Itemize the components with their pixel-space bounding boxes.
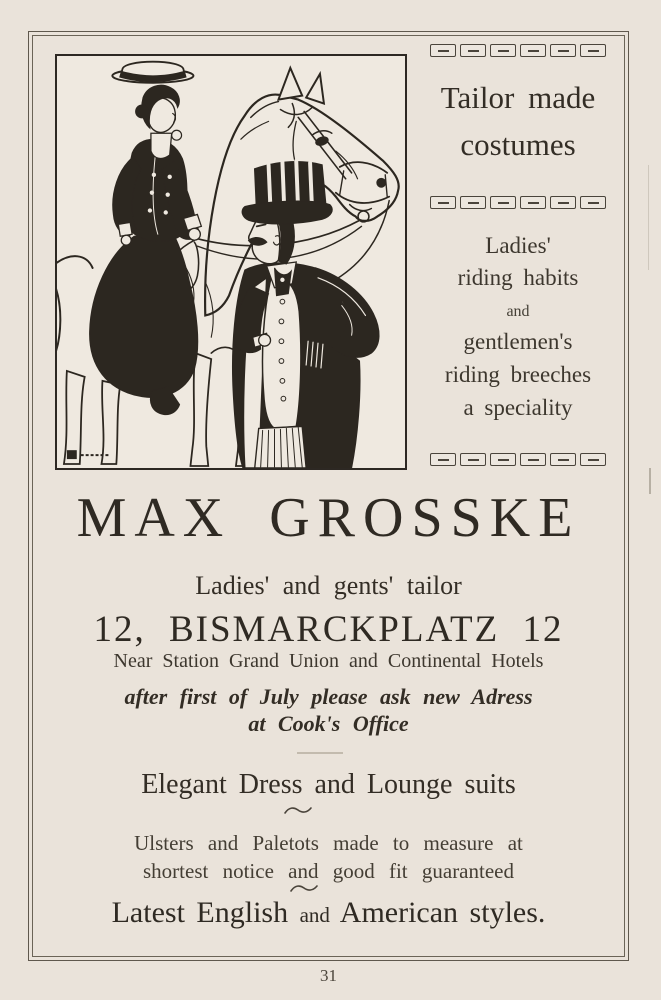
services-line3: and bbox=[506, 303, 530, 320]
ornament-dash-row-top bbox=[410, 44, 626, 57]
services-line4: gentlemen's bbox=[463, 329, 573, 354]
dash-box-icon bbox=[550, 44, 576, 57]
top-hat-brim bbox=[242, 201, 332, 224]
woman-collar bbox=[151, 133, 172, 158]
business-subtitle: Ladies' and gents' tailor bbox=[195, 571, 462, 600]
dash-box-icon bbox=[460, 44, 486, 57]
dash-box-icon bbox=[490, 196, 516, 209]
cravat-pin bbox=[280, 278, 284, 282]
services-line2: riding habits bbox=[457, 265, 579, 290]
dash-box-icon bbox=[580, 196, 606, 209]
dash-box-icon bbox=[550, 196, 576, 209]
scan-artifact-line bbox=[648, 165, 649, 270]
dash-box-icon bbox=[490, 453, 516, 466]
offer-secondary-line2: shortest notice and good fit guaranteed bbox=[143, 859, 514, 883]
squiggle-ornament bbox=[283, 806, 313, 816]
dash-box-icon bbox=[490, 44, 516, 57]
offer-styles-part1: Latest English bbox=[111, 896, 289, 929]
dash-box-icon bbox=[520, 453, 546, 466]
tagline-line2: costumes bbox=[460, 127, 576, 162]
lapel-flower bbox=[172, 130, 182, 140]
offer-styles-part2: American styles. bbox=[339, 896, 546, 929]
relocation-notice-line1: after first of July please ask new Adress bbox=[124, 684, 533, 709]
offer-styles bbox=[28, 896, 629, 930]
riding-illustration bbox=[57, 56, 405, 468]
dash-box-icon bbox=[460, 196, 486, 209]
dash-box-icon bbox=[550, 453, 576, 466]
dash-box-icon bbox=[580, 453, 606, 466]
relocation-notice-line2: at Cook's Office bbox=[248, 711, 409, 736]
offer-primary: Elegant Dress and Lounge suits bbox=[141, 769, 516, 800]
tagline-line1: Tailor made bbox=[440, 80, 596, 115]
address-note: Near Station Grand Union and Continental Hotels bbox=[113, 650, 544, 672]
divider-rule bbox=[297, 752, 343, 754]
offer-styles-and: and bbox=[299, 903, 330, 927]
ornament-dash-row-bottom bbox=[410, 453, 626, 466]
dash-box-icon bbox=[520, 44, 546, 57]
dash-box-icon bbox=[580, 44, 606, 57]
man-hand bbox=[259, 334, 271, 346]
dash-box-icon bbox=[460, 453, 486, 466]
offer-secondary-line1: Ulsters and Paletots made to measure at bbox=[134, 831, 523, 855]
business-name: MAX GROSSKE bbox=[76, 487, 581, 549]
ornament-dash-row-middle bbox=[410, 196, 626, 209]
page-number: 31 bbox=[320, 966, 337, 985]
services-line6: a speciality bbox=[463, 395, 573, 420]
business-address: 12, BISMARCKPLATZ 12 bbox=[93, 609, 564, 650]
dash-box-icon bbox=[430, 453, 456, 466]
dash-box-icon bbox=[520, 196, 546, 209]
squiggle-ornament bbox=[289, 884, 319, 894]
illustration-box bbox=[55, 54, 407, 470]
woman-hand bbox=[188, 228, 200, 240]
dash-box-icon bbox=[430, 196, 456, 209]
dash-box-icon bbox=[430, 44, 456, 57]
scan-artifact-mark bbox=[649, 468, 651, 494]
services-line5: riding breeches bbox=[444, 362, 592, 387]
services-line1: Ladies' bbox=[485, 233, 551, 258]
woman-cuff-left bbox=[118, 222, 132, 236]
